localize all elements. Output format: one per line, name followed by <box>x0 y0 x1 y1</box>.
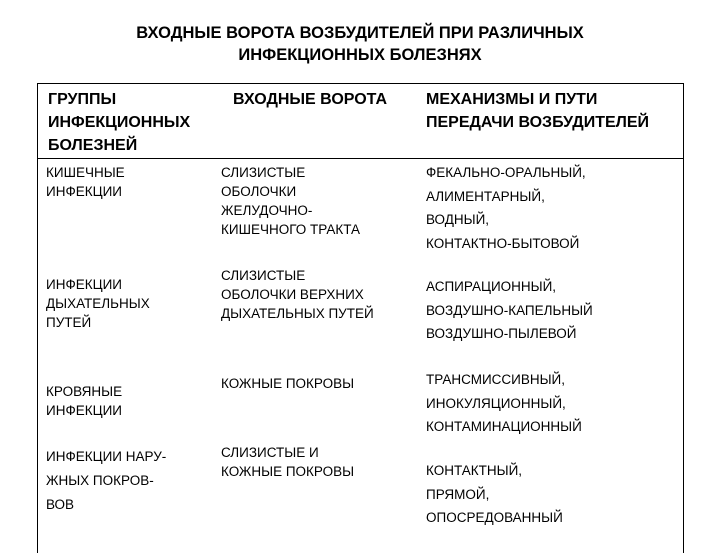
cell-line: СЛИЗИСТЫЕ <box>221 165 306 180</box>
cell-line: ЖЕЛУДОЧНО- <box>221 203 313 218</box>
cell-line: КОНТАМИНАЦИОННЫЙ <box>426 419 582 434</box>
infection-table <box>37 83 684 553</box>
cell-line: ИНФЕКЦИИ <box>46 277 122 292</box>
title-line-1: ВХОДНЫЕ ВОРОТА ВОЗБУДИТЕЛЕЙ ПРИ РАЗЛИЧНЫХ <box>136 24 584 42</box>
cell-line: СЛИЗИСТЫЕ <box>221 268 306 283</box>
cell-line: ИНОКУЛЯЦИОННЫЙ, <box>426 395 566 411</box>
table-top-border <box>38 83 683 84</box>
row-1-group <box>46 163 125 201</box>
cell-line: КОЖНЫЕ ПОКРОВЫ <box>221 464 355 479</box>
cell-line: ОПОСРЕДОВАННЫЙ <box>426 510 563 525</box>
header-routes-line: ПЕРЕДАЧИ ВОЗБУДИТЕЛЕЙ <box>426 114 650 131</box>
cell-line: АЛИМЕНТАРНЫЙ, <box>426 188 545 204</box>
cell-line: ОБОЛОЧКИ <box>221 184 297 199</box>
cell-line: ИНФЕКЦИИ <box>46 184 122 199</box>
header-groups <box>48 88 190 157</box>
cell-line: ДЫХАТЕЛЬНЫХ <box>46 296 150 311</box>
cell-line: ВОВ <box>46 497 75 512</box>
cell-line: ФЕКАЛЬНО-ОРАЛЬНЫЙ, <box>426 165 586 180</box>
cell-line: ИНФЕКЦИИ <box>46 403 122 418</box>
cell-line: ПУТЕЙ <box>46 315 92 330</box>
cell-line: ОБОЛОЧКИ ВЕРХНИХ <box>221 287 364 302</box>
header-gates <box>233 88 387 111</box>
row-3-gate <box>221 374 354 393</box>
cell-line: КОНТАКТНО-БЫТОВОЙ <box>426 235 580 251</box>
page-title <box>0 22 720 66</box>
cell-line: КИШЕЧНЫЕ <box>46 165 125 180</box>
row-1-routes <box>426 161 586 255</box>
row-2-group <box>46 275 150 332</box>
header-divider <box>38 158 683 159</box>
title-line-2: ИНФЕКЦИОННЫХ БОЛЕЗНЯХ <box>238 46 482 64</box>
cell-line: КОНТАКТНЫЙ, <box>426 463 523 478</box>
cell-line: ТРАНСМИССИВНЫЙ, <box>426 372 566 387</box>
cell-line: ВОЗДУШНО-ПЫЛЕВОЙ <box>426 326 577 341</box>
header-gates-line: ВХОДНЫЕ ВОРОТА <box>233 91 387 108</box>
header-groups-line: БОЛЕЗНЕЙ <box>48 137 138 154</box>
row-3-routes <box>426 368 582 439</box>
cell-line: ВОЗДУШНО-КАПЕЛЬНЫЙ <box>426 302 593 318</box>
row-4-group <box>46 445 166 517</box>
row-3-group <box>46 382 122 420</box>
row-4-gate <box>221 443 354 481</box>
cell-line: КОЖНЫЕ ПОКРОВЫ <box>221 376 355 391</box>
cell-line: КРОВЯНЫЕ <box>46 384 123 399</box>
header-groups-line: ИНФЕКЦИОННЫХ <box>48 114 191 131</box>
header-groups-line: ГРУППЫ <box>48 91 117 108</box>
cell-line: КИШЕЧНОГО ТРАКТА <box>221 222 361 237</box>
cell-line: ДЫХАТЕЛЬНЫХ ПУТЕЙ <box>221 306 374 321</box>
row-2-gate <box>221 266 374 323</box>
header-routes-line: МЕХАНИЗМЫ И ПУТИ <box>426 91 598 108</box>
row-1-gate <box>221 163 360 239</box>
row-4-routes <box>426 459 563 530</box>
cell-line: ПРЯМОЙ, <box>426 486 490 502</box>
cell-line: АСПИРАЦИОННЫЙ, <box>426 279 557 294</box>
cell-line: ВОДНЫЙ, <box>426 212 490 227</box>
header-routes <box>426 88 649 134</box>
cell-line: ЖНЫХ ПОКРОВ- <box>46 473 154 488</box>
row-2-routes <box>426 275 593 346</box>
cell-line: ИНФЕКЦИИ НАРУ- <box>46 449 167 464</box>
cell-line: СЛИЗИСТЫЕ И <box>221 445 319 460</box>
